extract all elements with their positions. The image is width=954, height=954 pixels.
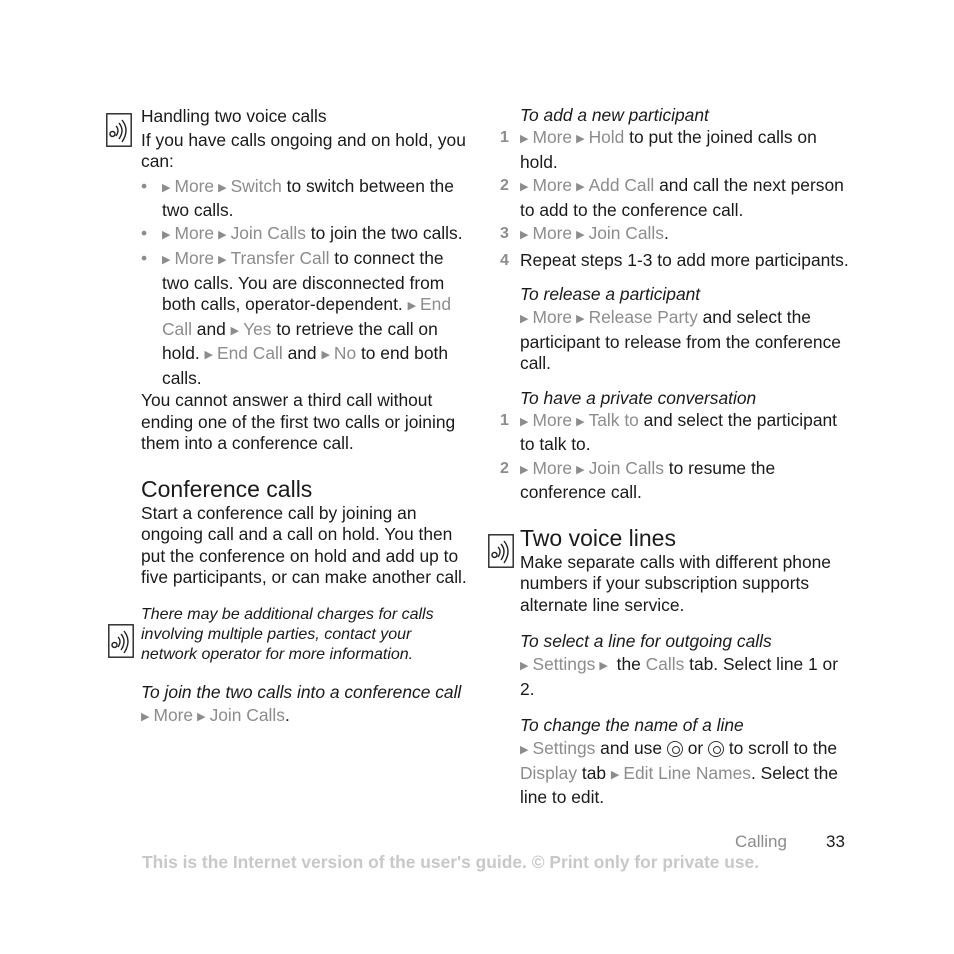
arrow-icon: ▶ — [576, 181, 585, 193]
select-line-heading: To select a line for outgoing calls — [520, 631, 772, 651]
instruction-text: to scroll to the — [724, 738, 838, 758]
bullet-text: to join the two calls. — [305, 222, 463, 243]
join-instruction — [141, 705, 471, 730]
arrow-icon: ▶ — [218, 228, 227, 241]
instruction-text: tab. Select line 1 or 2. — [520, 654, 838, 699]
bullet-text: to end both calls. — [162, 343, 449, 388]
menu-add-call: Add Call — [588, 175, 655, 195]
step-text: . — [663, 223, 669, 243]
menu-more: More — [532, 409, 573, 430]
arrow-icon: ▶ — [520, 463, 529, 476]
menu-more: More — [174, 248, 215, 268]
arrow-icon: ▶ — [520, 181, 529, 193]
two-lines-body: Make separate calls with different phone numbers if your subscription supports alternate line service. — [520, 551, 831, 615]
release-text: and select the participant to release from the conference call. — [520, 307, 841, 373]
step-number: 2 — [500, 459, 509, 477]
navigation-key-left-icon — [667, 741, 683, 757]
step-text: Repeat steps 1-3 to add more participants. — [520, 249, 849, 270]
left-column — [141, 106, 471, 729]
menu-transfer-call: Transfer Call — [230, 248, 330, 268]
arrow-icon: ▶ — [576, 229, 585, 241]
arrow-icon: ▶ — [162, 254, 171, 266]
menu-more: More — [532, 223, 573, 243]
instruction-text: and use — [595, 738, 667, 758]
menu-join-calls: Join Calls — [209, 704, 285, 725]
change-name-instruction — [520, 738, 850, 809]
arrow-icon: ▶ — [520, 313, 529, 325]
list-item — [500, 457, 850, 504]
menu-more: More — [532, 457, 573, 478]
arrow-icon: ▶ — [576, 313, 585, 325]
conference-note: There may be additional charges for calls involving multiple parties, contact your network operator for more information. — [141, 605, 434, 663]
instruction-text: . Select the line to edit. — [520, 762, 838, 807]
handling-after: You cannot answer a third call without ending one of the first two calls or joining them into a conference call. — [141, 390, 456, 453]
arrow-icon: ▶ — [520, 133, 529, 145]
instruction-text: tab — [577, 762, 611, 783]
list-item — [500, 127, 850, 173]
menu-settings: Settings — [532, 738, 596, 758]
note-icon — [108, 624, 134, 658]
menu-settings: Settings — [532, 654, 596, 674]
menu-more: More — [532, 127, 573, 147]
list-item — [141, 176, 471, 222]
list-item — [500, 223, 850, 248]
list-item — [500, 175, 850, 221]
note-icon — [106, 113, 132, 147]
page-number: 33 — [826, 832, 845, 851]
note-icon — [488, 534, 514, 568]
menu-join-calls: Join Calls — [588, 457, 664, 478]
join-heading: To join the two calls into a conference call — [141, 681, 462, 702]
menu-end-call: End Call — [217, 343, 283, 363]
change-name-heading: To change the name of a line — [520, 715, 744, 735]
menu-edit-line-names: Edit Line Names — [623, 762, 751, 783]
release-instruction — [520, 307, 850, 375]
instruction-text: the — [611, 654, 646, 674]
arrow-icon: ▶ — [321, 349, 330, 361]
arrow-icon: ▶ — [141, 710, 150, 723]
menu-more: More — [532, 175, 573, 195]
bullet-icon: • — [141, 248, 148, 268]
menu-join-calls: Join Calls — [588, 223, 664, 243]
list-item — [141, 223, 471, 248]
conference-body: Start a conference call by joining an ongoing call and a call on hold. You then put the conference on hold and add up to five participants, or can make another call. — [141, 502, 467, 587]
bullet-icon: • — [141, 175, 148, 196]
footer-note: This is the Internet version of the user's guide. © Print only for private use. — [142, 852, 760, 872]
bullet-text: and — [191, 318, 231, 339]
handling-list — [141, 176, 471, 390]
bullet-text: and — [282, 343, 322, 363]
menu-talk-to: Talk to — [588, 409, 639, 430]
menu-join-calls: Join Calls — [230, 222, 306, 243]
conference-heading: Conference calls — [141, 475, 313, 502]
handling-intro: If you have calls ongoing and on hold, you can: — [141, 129, 466, 171]
list-item — [141, 248, 471, 389]
bullet-text: to retrieve the call on hold. — [162, 318, 438, 363]
step-number: 3 — [500, 225, 509, 242]
arrow-icon: ▶ — [520, 660, 529, 672]
two-lines-heading: Two voice lines — [520, 524, 676, 551]
arrow-icon: ▶ — [520, 744, 529, 756]
arrow-icon: ▶ — [576, 463, 585, 476]
arrow-icon: ▶ — [407, 300, 417, 312]
handling-heading: Handling two voice calls — [141, 106, 327, 126]
add-heading: To add a new participant — [520, 105, 709, 125]
speaker-note-icon — [108, 624, 134, 658]
right-column — [500, 105, 850, 809]
arrow-icon: ▶ — [230, 324, 240, 337]
menu-more: More — [174, 175, 215, 196]
menu-no: No — [333, 343, 357, 363]
bullet-text: to switch between the two calls. — [162, 175, 454, 220]
arrow-icon: ▶ — [162, 181, 171, 194]
menu-more: More — [532, 307, 573, 327]
menu-more: More — [153, 704, 194, 725]
navigation-key-right-icon — [708, 741, 724, 757]
menu-hold: Hold — [588, 127, 625, 147]
arrow-icon: ▶ — [520, 229, 529, 241]
menu-yes: Yes — [243, 318, 272, 339]
list-item — [500, 249, 850, 272]
arrow-icon: ▶ — [204, 349, 214, 361]
private-heading: To have a private conversation — [520, 387, 757, 408]
bullet-icon: • — [141, 222, 148, 243]
instruction-text: or — [682, 738, 709, 758]
speaker-note-icon — [488, 534, 514, 568]
step-number: 2 — [500, 177, 509, 194]
menu-release-party: Release Party — [588, 307, 698, 327]
menu-calls: Calls — [645, 654, 685, 674]
add-steps — [500, 127, 850, 271]
arrow-icon: ▶ — [576, 133, 585, 145]
menu-end-call: End Call — [162, 294, 451, 339]
release-heading: To release a participant — [520, 284, 701, 304]
arrow-icon: ▶ — [218, 181, 227, 194]
step-text: and call the next person to add to the conference call. — [520, 175, 844, 220]
menu-display: Display — [520, 762, 578, 783]
step-text: to resume the conference call. — [520, 457, 776, 502]
period: . — [284, 704, 290, 725]
private-steps — [500, 409, 850, 504]
arrow-icon: ▶ — [599, 660, 608, 672]
step-text: to put the joined calls on hold. — [520, 127, 817, 172]
list-item — [500, 409, 850, 456]
select-line-instruction — [520, 654, 850, 700]
footer-section: Calling — [735, 832, 787, 851]
menu-switch: Switch — [230, 175, 282, 196]
step-text: and select the participant to talk to. — [520, 409, 838, 454]
bullet-text: to connect the two calls. You are disconnected from both calls, operator-dependent. — [162, 248, 445, 314]
arrow-icon: ▶ — [197, 710, 206, 723]
menu-more: More — [174, 222, 215, 243]
step-number: 1 — [500, 411, 509, 429]
arrow-icon: ▶ — [162, 228, 171, 241]
arrow-icon: ▶ — [576, 415, 585, 428]
arrow-icon: ▶ — [218, 254, 227, 266]
step-number: 1 — [500, 129, 509, 146]
arrow-icon: ▶ — [520, 415, 529, 428]
step-number: 4 — [500, 251, 509, 269]
arrow-icon: ▶ — [610, 768, 620, 781]
speaker-note-icon — [106, 113, 132, 147]
